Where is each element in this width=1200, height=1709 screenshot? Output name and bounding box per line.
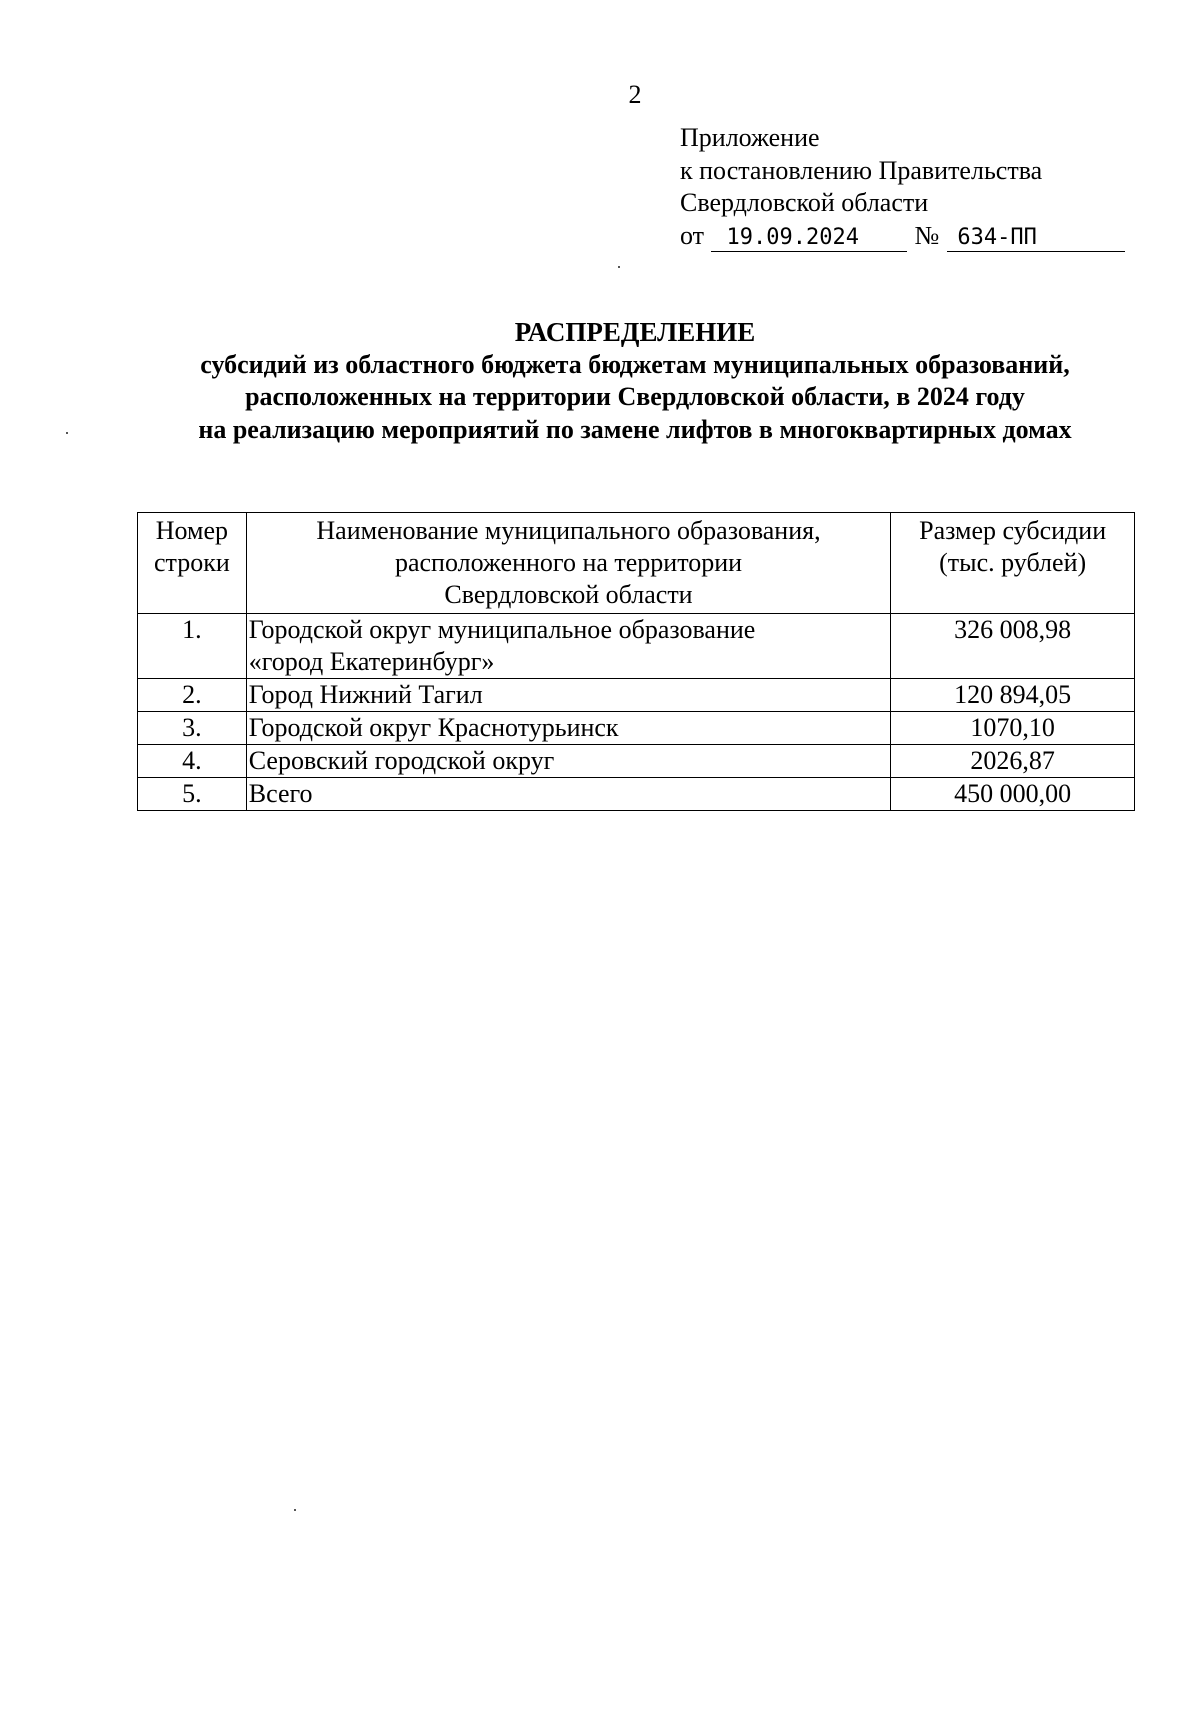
- date-prefix: от: [680, 220, 705, 250]
- page-number: 2: [628, 80, 642, 109]
- table-row: [138, 745, 1135, 778]
- scan-speck: [618, 266, 620, 268]
- municipality-name-line-1: Городской округ муниципальное образование: [248, 615, 756, 644]
- row-number-cell: 1.: [138, 614, 247, 679]
- header-subsidy-amount: [891, 513, 1135, 614]
- document-title: РАСПРЕДЕЛЕНИЕ: [514, 317, 756, 347]
- document-subtitle-line-3: на реализацию мероприятий по замене лифтов в многоквартирных домах: [198, 414, 1072, 444]
- header-municipality-name: [246, 513, 891, 614]
- table-row: [138, 679, 1135, 712]
- resolution-number: 634-ПП: [947, 225, 1125, 252]
- header-row-number: [138, 513, 247, 614]
- total-label-cell: Всего: [246, 778, 891, 811]
- row-number-cell: 5.: [138, 778, 247, 811]
- total-amount-cell: 450 000,00: [891, 778, 1135, 811]
- row-number-cell: 3.: [138, 712, 247, 745]
- header-name-line-3: Свердловской области: [444, 580, 693, 609]
- municipality-name-cell: [246, 614, 891, 679]
- number-sign: №: [914, 220, 940, 250]
- municipality-name-cell: Серовский городской округ: [246, 745, 891, 778]
- table-row: [138, 712, 1135, 745]
- header-name-line-2: расположенного на территории: [394, 548, 743, 577]
- appendix-reference-line: [680, 220, 1125, 253]
- appendix-title: Приложение: [680, 123, 820, 152]
- table-header-row: [138, 513, 1135, 614]
- subsidy-amount-cell: 326 008,98: [891, 614, 1135, 679]
- subsidy-amount-cell: 1070,10: [891, 712, 1135, 745]
- subsidy-distribution-table: [137, 512, 1135, 811]
- appendix-resolution-line: к постановлению Правительства: [680, 155, 1043, 185]
- table-row-total: [138, 778, 1135, 811]
- row-number-cell: 2.: [138, 679, 247, 712]
- appendix-block: [680, 122, 1125, 252]
- header-amount-line-2: (тыс. рублей): [939, 548, 1087, 577]
- header-row-number-line-1: Номер: [155, 516, 229, 545]
- header-row-number-line-2: строки: [153, 548, 230, 577]
- subsidy-amount-cell: 120 894,05: [891, 679, 1135, 712]
- municipality-name-cell: Городской округ Краснотурьинск: [246, 712, 891, 745]
- appendix-region-line: Свердловской области: [680, 188, 929, 217]
- scan-speck: [294, 1509, 296, 1511]
- document-title-block: [0, 316, 1200, 446]
- table-row: [138, 614, 1135, 679]
- scan-speck: [66, 432, 68, 434]
- municipality-name-cell: Город Нижний Тагил: [246, 679, 891, 712]
- header-name-line-1: Наименование муниципального образования,: [316, 516, 821, 545]
- header-amount-line-1: Размер субсидии: [919, 516, 1107, 545]
- resolution-date: 19.09.2024: [711, 225, 907, 252]
- subsidy-amount-cell: 2026,87: [891, 745, 1135, 778]
- document-subtitle-line-2: расположенных на территории Свердловской области, в 2024 году: [245, 382, 1025, 411]
- municipality-name-line-2: «город Екатеринбург»: [248, 647, 495, 676]
- row-number-cell: 4.: [138, 745, 247, 778]
- document-subtitle-line-1: субсидий из областного бюджета бюджетам муниципальных образований,: [200, 349, 1070, 379]
